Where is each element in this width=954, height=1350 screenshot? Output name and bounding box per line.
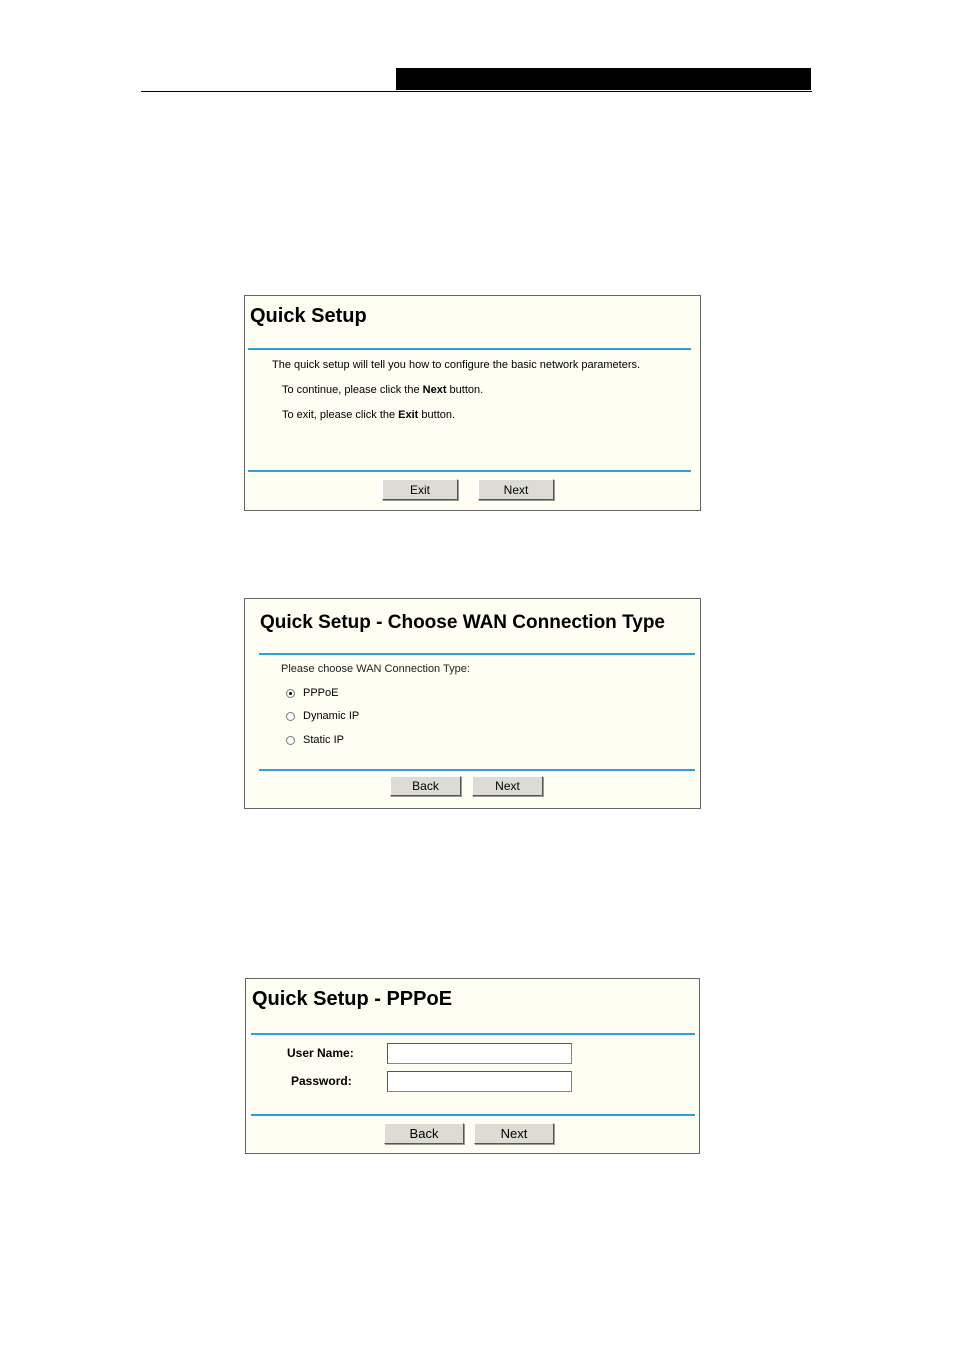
continue-suffix: button.: [446, 384, 484, 396]
footer-divider: [251, 1114, 695, 1116]
username-input[interactable]: [387, 1043, 572, 1064]
exit-prefix: To exit, please click the: [282, 409, 399, 421]
radio-pppoe[interactable]: [286, 689, 295, 698]
header-bar: [396, 68, 811, 90]
title-divider: [259, 653, 695, 655]
footer-divider: [248, 470, 691, 472]
option-dynamic-ip-label: Dynamic IP: [303, 710, 360, 722]
exit-bold: Exit: [398, 409, 419, 421]
panel-title: Quick Setup - PPPoE: [252, 988, 453, 1010]
exit-button[interactable]: Exit: [382, 479, 458, 500]
continue-bold: Next: [422, 384, 447, 396]
next-button[interactable]: Next: [472, 776, 543, 796]
next-button[interactable]: Next: [478, 479, 554, 500]
exit-suffix: button.: [418, 409, 456, 421]
wan-type-prompt: Please choose WAN Connection Type:: [281, 663, 470, 675]
pppoe-panel: [245, 978, 700, 1154]
option-pppoe-label: PPPoE: [303, 687, 339, 699]
intro-text: The quick setup will tell you how to configure the basic network parameters.: [272, 359, 641, 371]
username-label: User Name:: [287, 1046, 354, 1060]
exit-text: [282, 409, 455, 421]
panel-title: Quick Setup: [250, 305, 367, 327]
panel-title: Quick Setup - Choose WAN Connection Type: [260, 612, 666, 633]
wan-type-panel: [244, 598, 701, 809]
header-rule: [141, 91, 812, 92]
password-input[interactable]: [387, 1071, 572, 1092]
back-button[interactable]: Back: [390, 776, 461, 796]
option-static-ip-label: Static IP: [303, 734, 344, 746]
radio-dynamic-ip[interactable]: [286, 712, 295, 721]
continue-text: [282, 384, 483, 396]
title-divider: [251, 1033, 695, 1035]
quick-setup-panel: [244, 295, 701, 511]
radio-static-ip[interactable]: [286, 736, 295, 745]
title-divider: [248, 348, 691, 350]
password-label: Password:: [291, 1074, 352, 1088]
back-button[interactable]: Back: [384, 1123, 464, 1144]
footer-divider: [259, 769, 695, 771]
continue-prefix: To continue, please click the: [282, 384, 423, 396]
next-button[interactable]: Next: [474, 1123, 554, 1144]
